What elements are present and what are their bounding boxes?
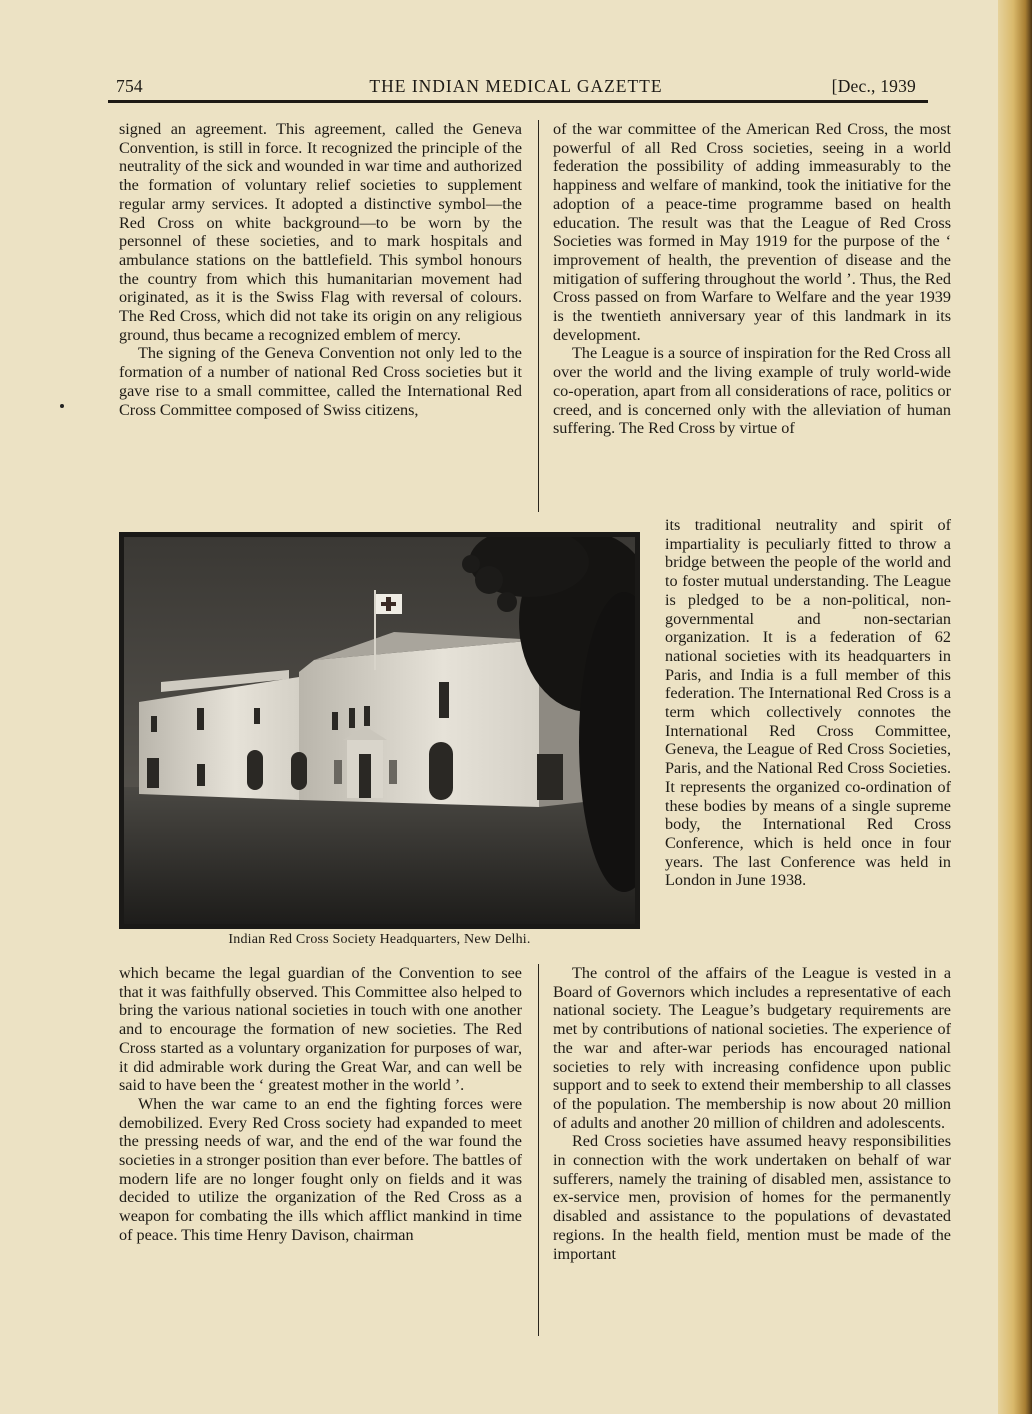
- left-column-bottom: [119, 964, 522, 1245]
- page-edge-shadow: [998, 0, 1032, 1414]
- paragraph: signed an agreement. This agreement, called the Geneva Convention, is still in force. It recognized the principle of the neutrality of the sick and wounded in war time and authorized the formation of voluntary relief societies to supplement regular army services. It adopted a distinctive symbol—the Red Cross on white background—to be worn by the personnel of these societies, and to mark hospitals and ambulance stations on the battlefield. This symbol honours the country from which this humanitarian movement had originated, as it is the Swiss Flag with reversal of colours. The Red Cross, which did not take its origin on any religious ground, thus became a recognized emblem of mercy.: [119, 120, 522, 344]
- paragraph: The control of the affairs of the League is vested in a Board of Governors which includes a representative of each national society. The League’s budgetary requirements are met by contributions of national societies. The experience of the war and after-war periods has encouraged national societies to rely with increasing confidence upon public support and to seek to extend their membership to all classes of the population. The membership is now about 20 million of adults and another 20 million of children and adolescents.: [553, 964, 951, 1132]
- building-photo-illustration: [119, 532, 640, 929]
- issue-date: [Dec., 1939: [831, 76, 916, 96]
- paragraph: Red Cross societies have assumed heavy responsibilities in connection with the work undertaken on behalf of war sufferers, namely the training of disabled men, assistance to ex-service men, provision of homes for the permanently disabled and assistance to the populations of devastated regions. In the health field, mention must be made of the important: [553, 1132, 951, 1263]
- paragraph-continuation: its traditional neutrality and spirit of impartiality is peculiarly fitted to throw a bridge between the people of the world and to foster mutual understanding. The League is pledged to be a non-political, non-governmental and non-sectarian organization. It is a federation of 62 national societies with its headquarters in Paris, and India is a full member of this federation. The International Red Cross is a term which collectively connotes the International Red Cross Committee, Geneva, the League of Red Cross Societies, Paris, and the National Red Cross Societies. It represents the organized co-ordination of these bodies by means of a single supreme body, the International Red Cross Conference, which is held once in four years. The last Conference was held in London in June 1938.: [665, 516, 951, 890]
- paragraph: which became the legal guardian of the Convention to see that it was faithfully observed. This Committee also helped to bring the various national societies in touch with one another and to encourage the formation of new societies. The Red Cross started as a voluntary organization for purposes of war, it did admirable work during the Great War, and can well be said to have been the ‘ greatest mother in the world ’.: [119, 964, 522, 1095]
- paragraph: The signing of the Geneva Convention not only led to the formation of a number of national Red Cross societies but it gave rise to a small committee, called the International Red Cross Committee composed of Swiss citizens,: [119, 344, 522, 419]
- right-column-wrap-text: [665, 516, 951, 890]
- page-number: 754: [116, 76, 143, 96]
- column-rule-bottom: [538, 964, 539, 1336]
- margin-ink-dot: [60, 404, 64, 408]
- header-rule: [108, 100, 928, 103]
- paragraph: of the war committee of the American Red Cross, the most powerful of all Red Cross societies, seeing in a world federation the possibility of adding immeasurably to the happiness and welfare of mankind, took the initiative for the adoption of a peace-time programme based on health education. The result was that the League of Red Cross Societies was formed in May 1919 for the purpose of the ‘ improvement of health, the prevention of disease and the mitigation of suffering throughout the world ’. Thus, the Red Cross passed on from Warfare to Welfare and the year 1939 is the twentieth anniversary year of this landmark in its development.: [553, 120, 951, 344]
- paragraph: The League is a source of inspiration for the Red Cross all over the world and the living example of truly world-wide co-operation, apart from all considerations of race, politics or creed, and is concerned only with the alleviation of human suffering. The Red Cross by virtue of: [553, 344, 951, 438]
- journal-title: THE INDIAN MEDICAL GAZETTE: [369, 76, 663, 96]
- figure-caption: Indian Red Cross Society Headquarters, New Delhi.: [228, 932, 531, 947]
- running-header: [116, 74, 916, 102]
- headquarters-photograph: [119, 532, 640, 929]
- right-column-bottom: [553, 964, 951, 1263]
- left-column-top: [119, 120, 522, 419]
- column-rule-top: [538, 120, 539, 512]
- paragraph: When the war came to an end the fighting forces were demobilized. Every Red Cross society had expanded to meet the pressing needs of war, and the end of the war found the societies in a stronger position than ever before. The battles of modern life are no longer fought only on fields and it was decided to utilize the organization of the Red Cross as a weapon for combating the ills which afflict mankind in time of peace. This time Henry Davison, chairman: [119, 1094, 522, 1244]
- right-column-top: [553, 120, 951, 438]
